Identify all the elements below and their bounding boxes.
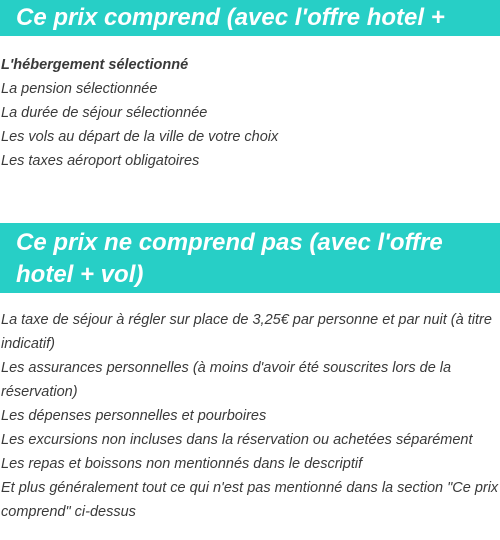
included-item-board: La pension sélectionnée xyxy=(1,81,158,97)
excluded-section-title: Ce prix ne comprend pas (avec l'offre hotel + vol) xyxy=(0,223,500,293)
excluded-item-insurance: Les assurances personnelles (à moins d'avoir été souscrites lors de la réservation) xyxy=(1,360,452,400)
included-items-list xyxy=(0,53,500,173)
excluded-item-tourist-tax: La taxe de séjour à régler sur place de 3,25€ par personne et par nuit (à titre indicatif) xyxy=(1,312,492,352)
included-item-duration: La durée de séjour sélectionnée xyxy=(1,105,208,121)
excluded-items-list xyxy=(0,308,500,524)
excluded-item-general: Et plus généralement tout ce qui n'est pas mentionné dans la section "Ce prix comprend" ci-dessus xyxy=(1,480,499,520)
excluded-item-personal-expenses: Les dépenses personnelles et pourboires xyxy=(1,408,267,424)
included-item-accommodation: L'hébergement sélectionné xyxy=(1,57,189,73)
included-item-flights: Les vols au départ de la ville de votre choix xyxy=(1,129,279,145)
included-section-title: Ce prix comprend (avec l'offre hotel + vol) xyxy=(0,0,500,36)
excluded-item-meals: Les repas et boissons non mentionnés dans le descriptif xyxy=(1,456,363,472)
included-item-airport-taxes: Les taxes aéroport obligatoires xyxy=(1,153,200,169)
excluded-item-excursions: Les excursions non incluses dans la réservation ou achetées séparément xyxy=(1,432,473,448)
